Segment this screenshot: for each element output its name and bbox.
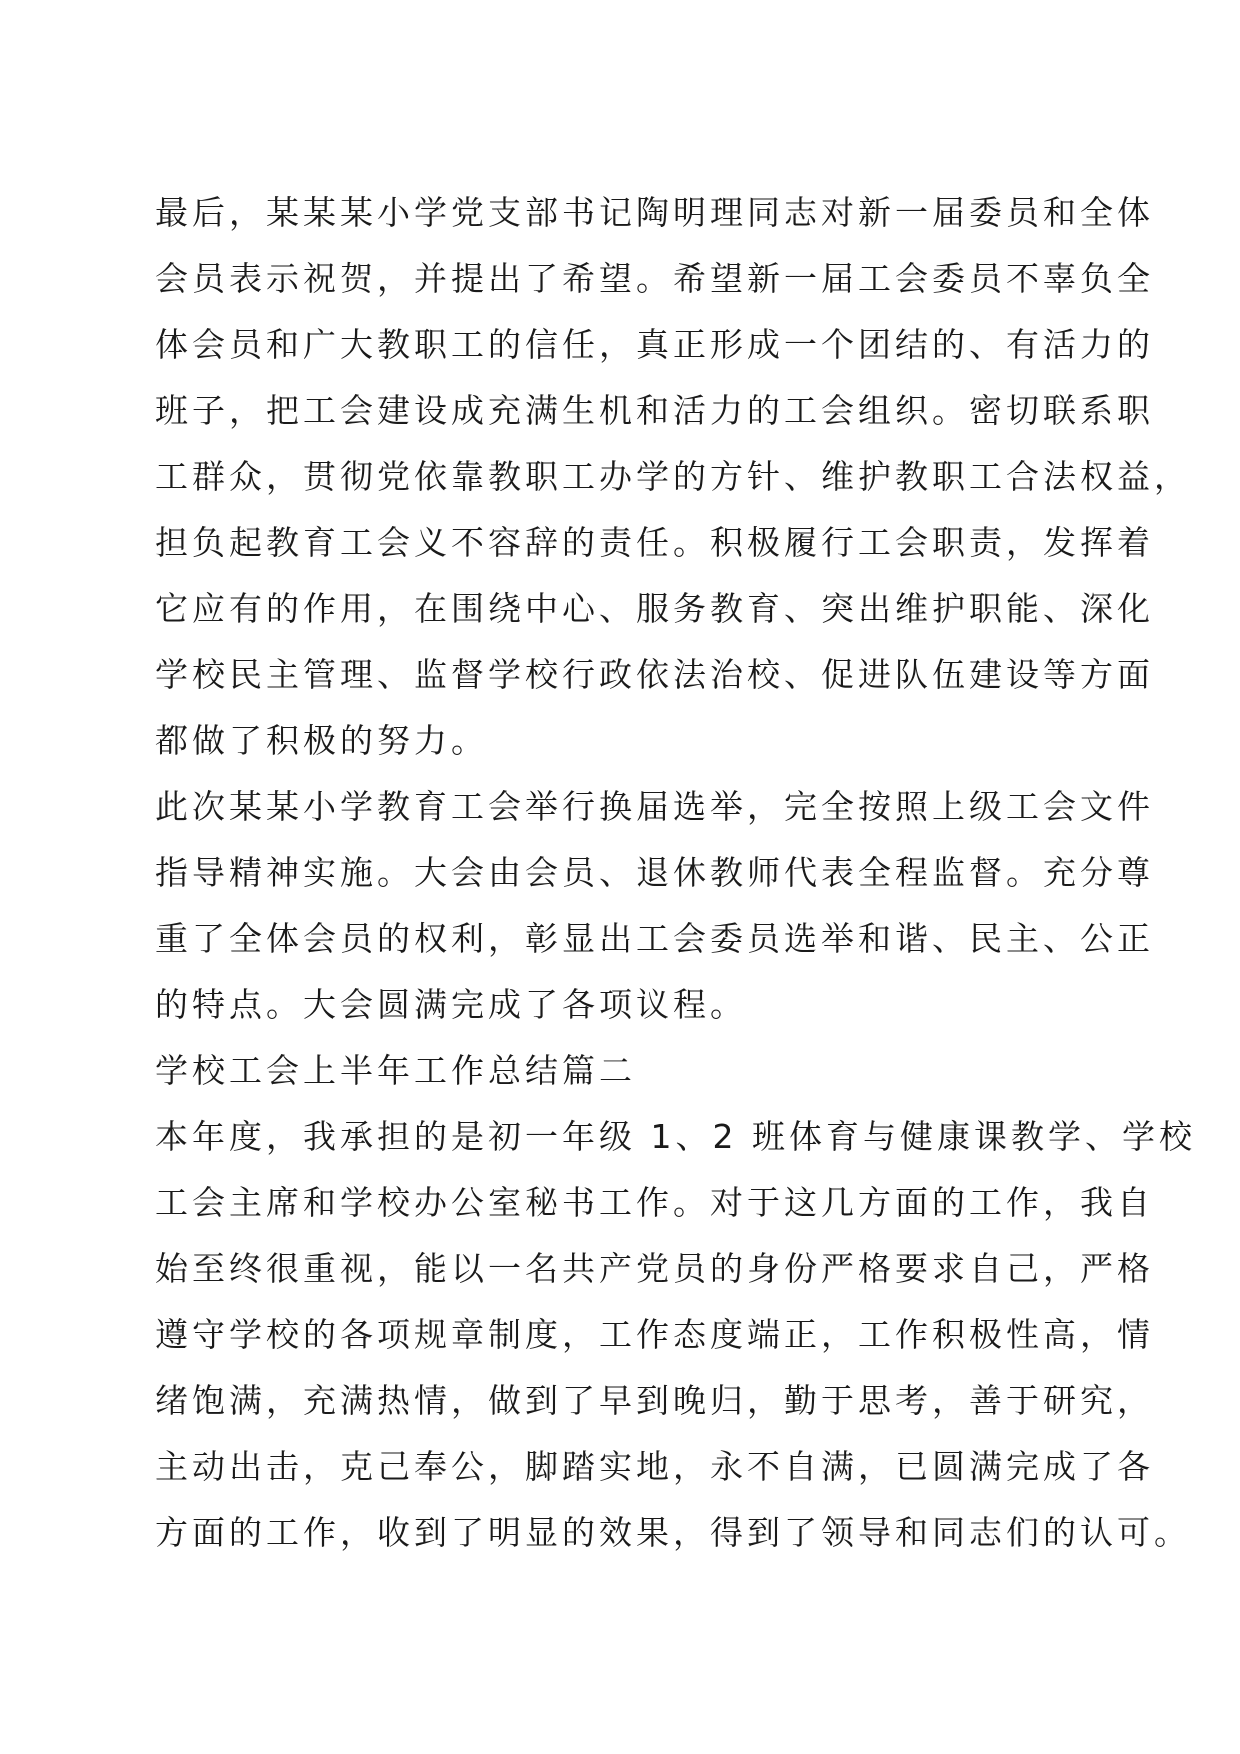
text-line: 此次某某小学教育工会举行换届选举，完全按照上级工会文件 bbox=[155, 787, 1154, 826]
text-line: 的特点。大会圆满完成了各项议程。 bbox=[155, 985, 747, 1024]
text-line: 主动出击，克己奉公，脚踏实地，永不自满，已圆满完成了各 bbox=[155, 1447, 1154, 1486]
text-line: 担负起教育工会义不容辞的责任。积极履行工会职责，发挥着 bbox=[155, 523, 1154, 562]
document-body bbox=[155, 180, 1196, 1566]
section-heading: 学校工会上半年工作总结篇二 bbox=[155, 1051, 636, 1090]
text-line: 都做了积极的努力。 bbox=[155, 721, 488, 760]
text-line: 最后，某某某小学党支部书记陶明理同志对新一届委员和全体 bbox=[155, 193, 1154, 232]
text-line: 班子，把工会建设成充满生机和活力的工会组织。密切联系职 bbox=[155, 391, 1154, 430]
text-line: 工会主席和学校办公室秘书工作。对于这几方面的工作，我自 bbox=[155, 1183, 1154, 1222]
text-line: 体会员和广大教职工的信任，真正形成一个团结的、有活力的 bbox=[155, 325, 1154, 364]
text-line: 指导精神实施。大会由会员、退休教师代表全程监督。充分尊 bbox=[155, 853, 1154, 892]
text-line: 重了全体会员的权利，彰显出工会委员选举和谐、民主、公正 bbox=[155, 919, 1154, 958]
text-line: 会员表示祝贺，并提出了希望。希望新一届工会委员不辜负全 bbox=[155, 259, 1154, 298]
text-line: 它应有的作用，在围绕中心、服务教育、突出维护职能、深化 bbox=[155, 589, 1154, 628]
text-line: 遵守学校的各项规章制度，工作态度端正，工作积极性高，情 bbox=[155, 1315, 1154, 1354]
text-line: 方面的工作，收到了明显的效果，得到了领导和同志们的认可。 bbox=[155, 1513, 1191, 1552]
text-line: 本年度，我承担的是初一年级 1、2 班体育与健康课教学、学校 bbox=[155, 1117, 1196, 1156]
text-line: 始至终很重视，能以一名共产党员的身份严格要求自己，严格 bbox=[155, 1249, 1154, 1288]
text-line: 绪饱满，充满热情，做到了早到晚归，勤于思考，善于研究， bbox=[155, 1381, 1154, 1420]
text-line: 学校民主管理、监督学校行政依法治校、促进队伍建设等方面 bbox=[155, 655, 1154, 694]
text-line: 工群众，贯彻党依靠教职工办学的方针、维护教职工合法权益， bbox=[155, 457, 1191, 496]
